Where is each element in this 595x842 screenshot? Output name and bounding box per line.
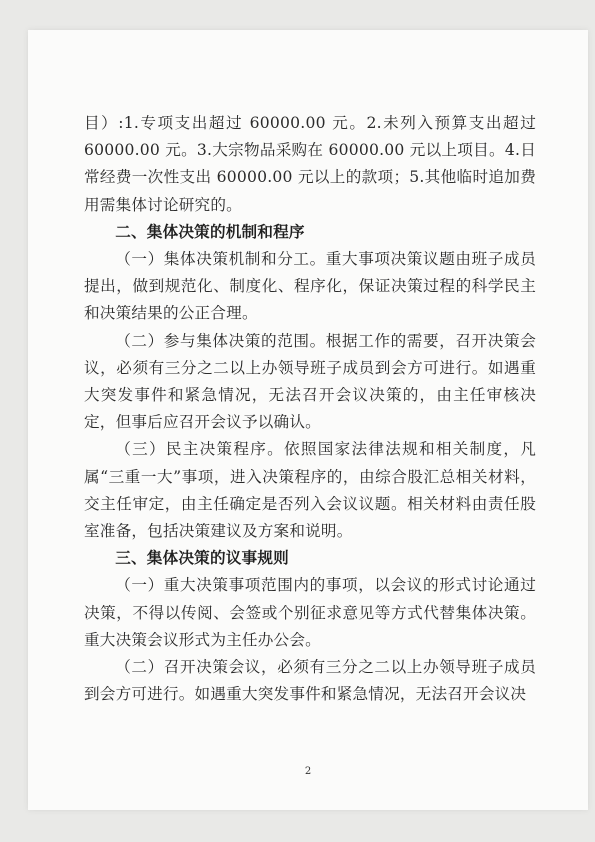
- paragraph-rules-one: （一）重大决策事项范围内的事项，以会议的形式讨论通过决策，不得以传阅、会签或个别征求意见等方式代替集体决策。重大决策会议形式为主任办公会。: [84, 576, 536, 649]
- paragraph-mechanism-division: （一）集体决策机制和分工。重大事项决策议题由班子成员提出，做到规范化、制度化、程序化，保证决策过程的科学民主和决策结果的公正合理。: [84, 250, 536, 323]
- paragraph-democratic-procedure: （三）民主决策程序。依照国家法律法规和相关制度，凡属“三重一大”事项，进入决策程序的，由综合股汇总相关材料，交主任审定，由主任确定是否列入会议议题。相关材料由责任股室准备，包括决策建议及方案和说明。: [84, 440, 536, 541]
- section-heading-mechanism: 二、集体决策的机制和程序: [115, 222, 305, 241]
- page-number: 2: [304, 766, 312, 777]
- paragraph-decision-scope: （二）参与集体决策的范围。根据工作的需要，召开决策会议，必须有三分之二以上办领导班子成员到会方可进行。如遇重大突发事件和紧急情况，无法召开会议决策的，由主任审核决定，但事后应召开会议予以确认。: [84, 331, 536, 432]
- document-page: [28, 30, 588, 810]
- paragraph-rules-two: （二）召开决策会议，必须有三分之二以上办领导班子成员到会方可进行。如遇重大突发事件和紧急情况，无法召开会议决: [84, 658, 536, 704]
- section-heading-rules: 三、集体决策的议事规则: [115, 549, 289, 568]
- document-body: [84, 110, 536, 708]
- paragraph-budget-items: 目）:1.专项支出超过 60000.00 元。2.未列入预算支出超过 60000.00 元。3.大宗物品采购在 60000.00 元以上项目。4.日常经费一次性支出 60000.00 元以上的款项；5.其他临时追加费用需集体讨论研究的。: [84, 114, 536, 214]
